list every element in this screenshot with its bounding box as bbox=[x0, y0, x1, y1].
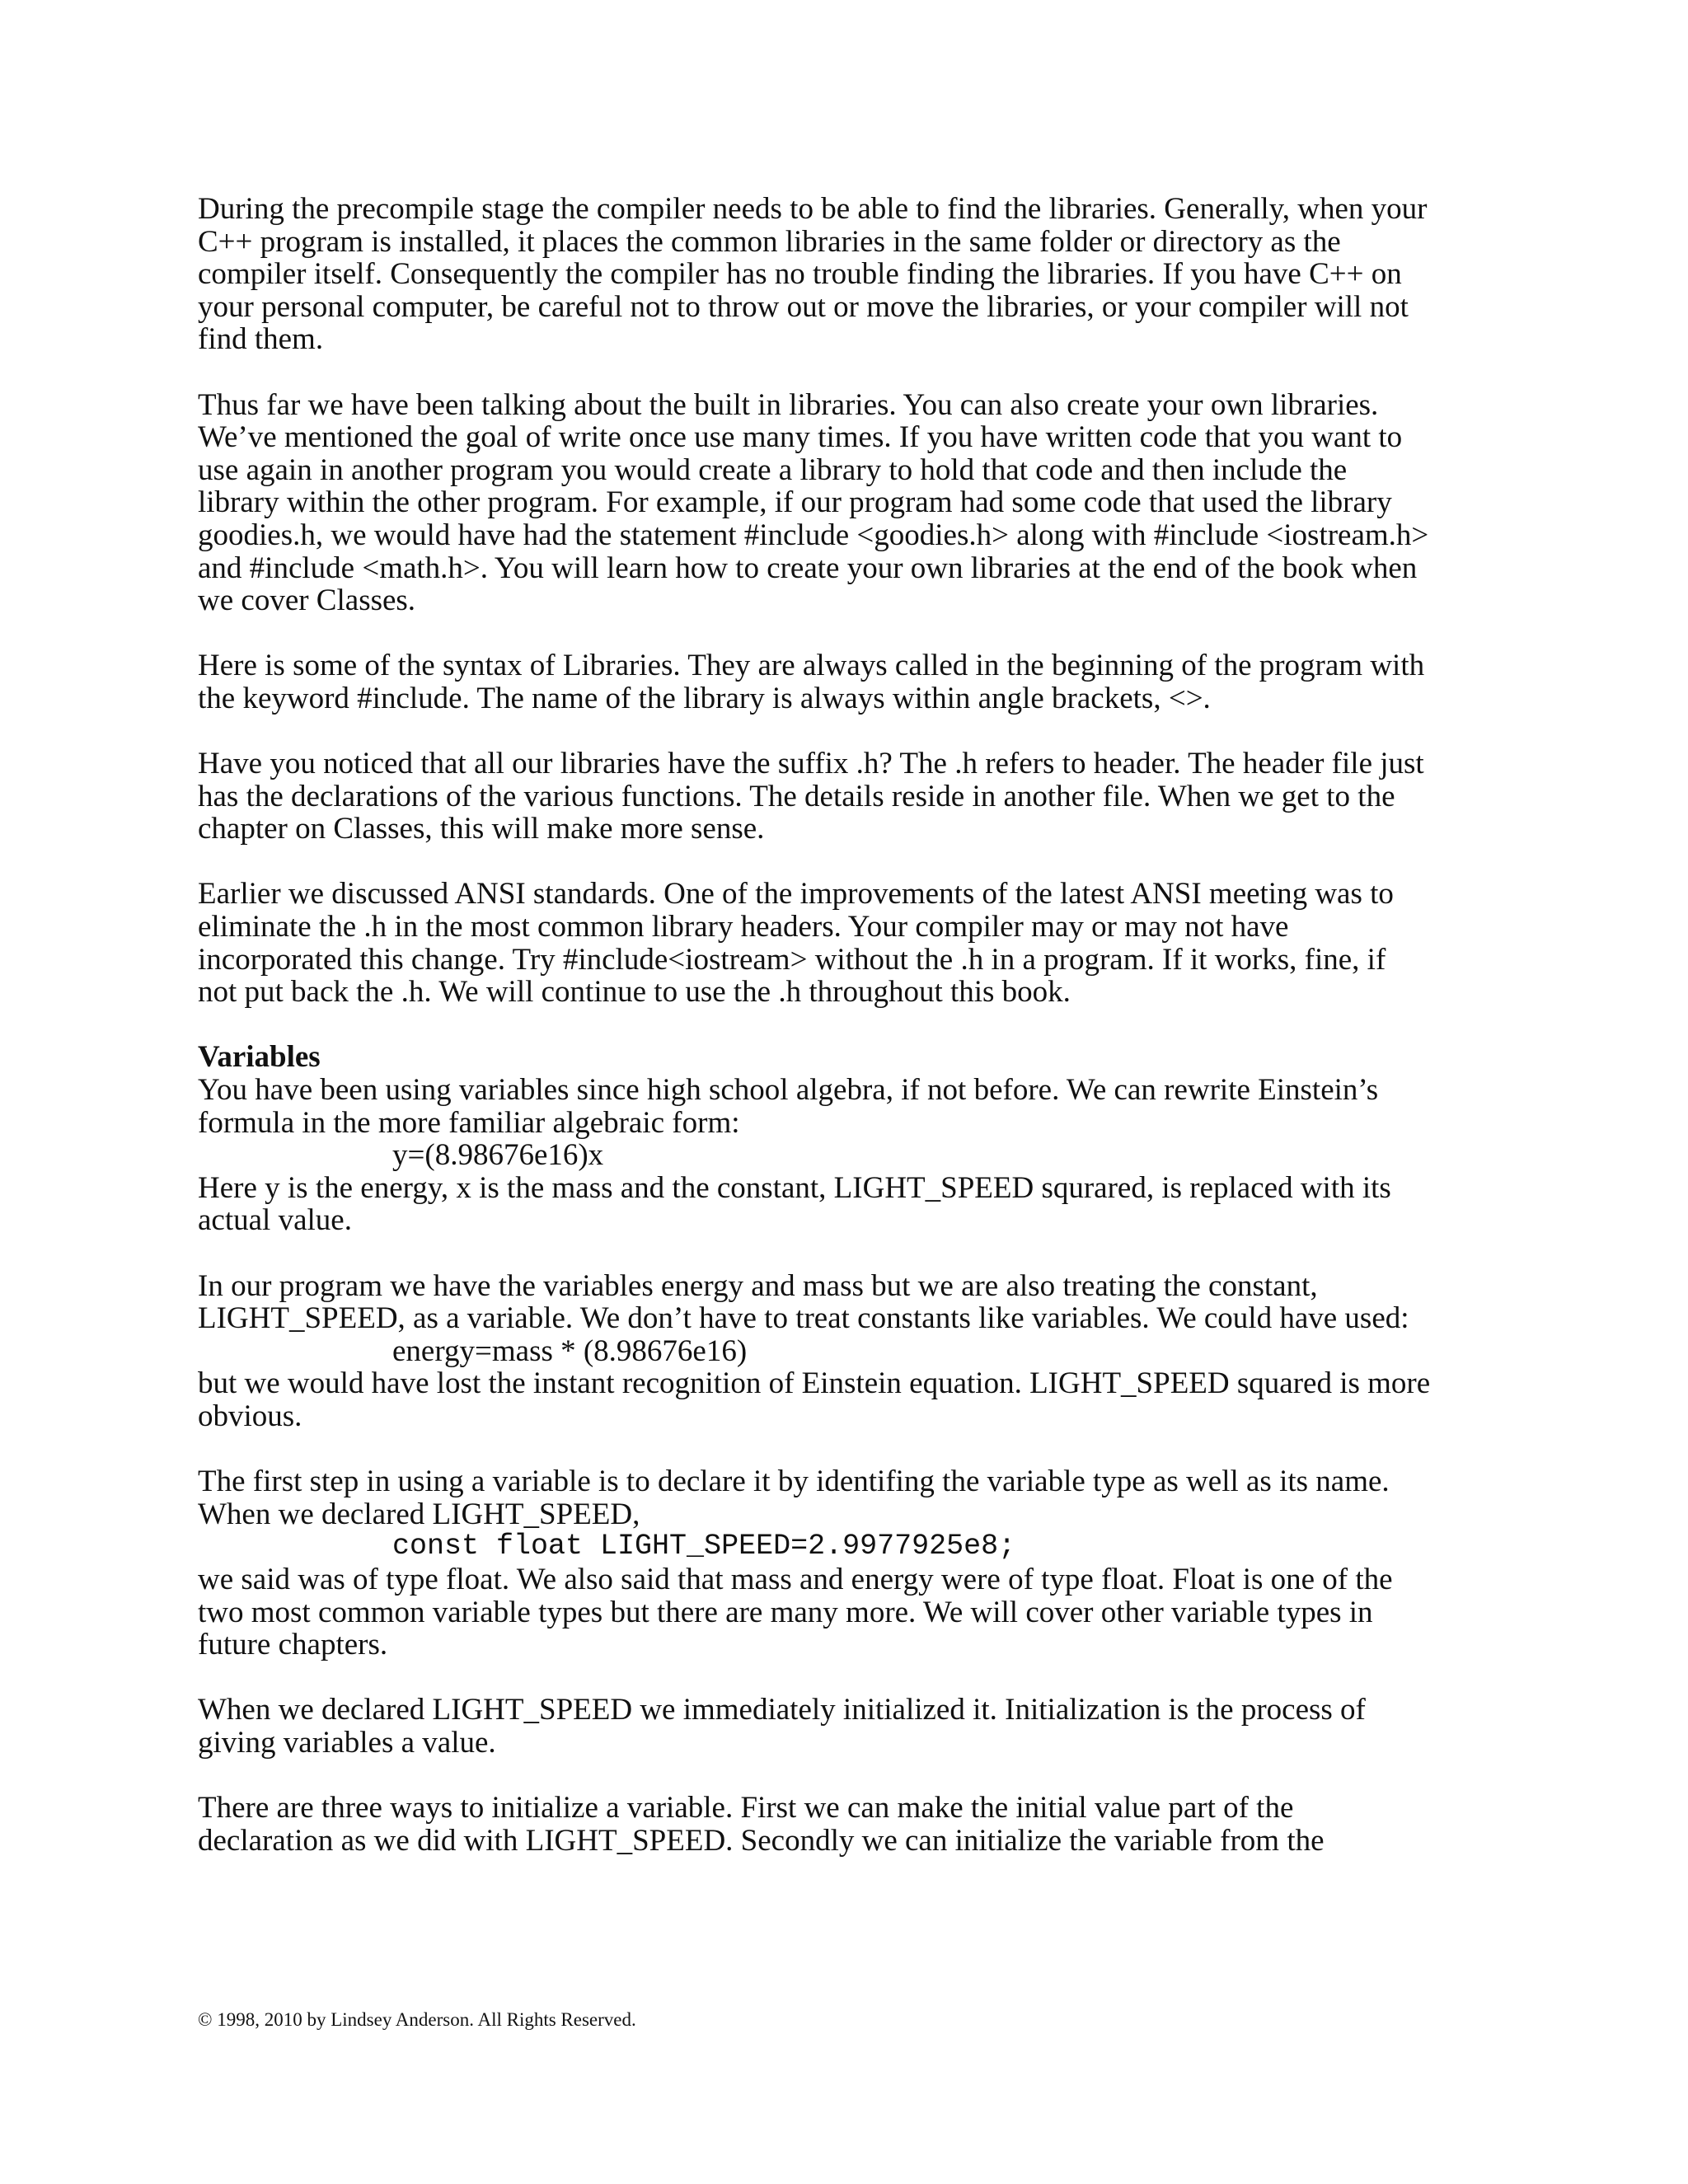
formula-energy-mass: energy=mass * (8.98676e16) bbox=[392, 1333, 748, 1368]
paragraph-library-syntax: Here is some of the syntax of Libraries. They are always called in the beginning of the program with the keyword #include. The name of the library is always within angle brackets, <>. bbox=[198, 649, 1425, 715]
paragraph-initialization: When we declared LIGHT_SPEED we immediately initialized it. Initialization is the process of giving variables a value. bbox=[198, 1693, 1366, 1760]
paragraph-three-ways: There are three ways to initialize a variable. First we can make the initial value part of the declaration as we did with LIGHT_SPEED. Secondly we can initialize the variable from the bbox=[198, 1791, 1325, 1858]
paragraph-constants: In our program we have the variables energy and mass but we are also treating the constant, LIGHT_SPEED, as a variable. We don’t have to treat constants like variables. We could have used: bbox=[198, 1268, 1409, 1336]
paragraph-energy-mass: Here y is the energy, x is the mass and the constant, LIGHT_SPEED squrared, is replaced with its actual value. bbox=[198, 1170, 1391, 1238]
copyright-footer: © 1998, 2010 by Lindsey Anderson. All Rights Reserved. bbox=[198, 2009, 636, 2030]
section-heading-variables: Variables bbox=[198, 1040, 321, 1075]
paragraph-einstein-recognition: but we would have lost the instant recognition of Einstein equation. LIGHT_SPEED squared is more obvious. bbox=[198, 1366, 1431, 1433]
paragraph-header-suffix: Have you noticed that all our libraries have the suffix .h? The .h refers to header. The header file just has the declarations of the various functions. The details reside in another file. When we get to the chapter on Classes, this will make more sense. bbox=[198, 747, 1424, 846]
paragraph-float-type: we said was of type float. We also said that mass and energy were of type float. Float is one of the two most common variable types but there are many more. We will cover other variable types in future chapters. bbox=[198, 1562, 1393, 1662]
paragraph-declare-variable: The first step in using a variable is to declare it by identifing the variable type as well as its name. When we declared LIGHT_SPEED, bbox=[198, 1465, 1390, 1531]
document-body bbox=[198, 193, 1533, 1857]
paragraph-custom-libraries: Thus far we have been talking about the built in libraries. You can also create your own libraries. We’ve mentioned the goal of write once use many times. If you have written code that you want to use again in another program you would create a library to hold that code and then include the library within the other program. For example, if our program had some code that used the library goodies.h, we would have had the statement #include <goodies.h> along with #include <iostream.h> and #include <math.h>. You will learn how to create your own libraries at the end of the book when we cover Classes. bbox=[198, 387, 1429, 618]
paragraph-ansi-standards: Earlier we discussed ANSI standards. One of the improvements of the latest ANSI meeting was to eliminate the .h in the most common library headers. Your compiler may or may not have incorporated this change. Try #include<iostream> without the .h in a program. If it works, fine, if not put back the .h. We will continue to use the .h throughout this book. bbox=[198, 877, 1394, 1010]
paragraph-variables-intro: You have been using variables since high school algebra, if not before. We can rewrite Einstein’s formula in the more familiar algebraic form: bbox=[198, 1073, 1379, 1140]
code-light-speed-declaration: const float LIGHT_SPEED=2.9977925e8; bbox=[392, 1530, 1016, 1563]
paragraph-library-location: During the precompile stage the compiler needs to be able to find the libraries. Generally, when your C++ program is installed, it places the common libraries in the same folder or directory as the compiler itself. Consequently the compiler has no trouble finding the libraries. If you have C++ on your personal computer, be careful not to throw out or move the libraries, or your compiler will not find them. bbox=[198, 192, 1428, 357]
formula-algebraic: y=(8.98676e16)x bbox=[392, 1138, 604, 1173]
